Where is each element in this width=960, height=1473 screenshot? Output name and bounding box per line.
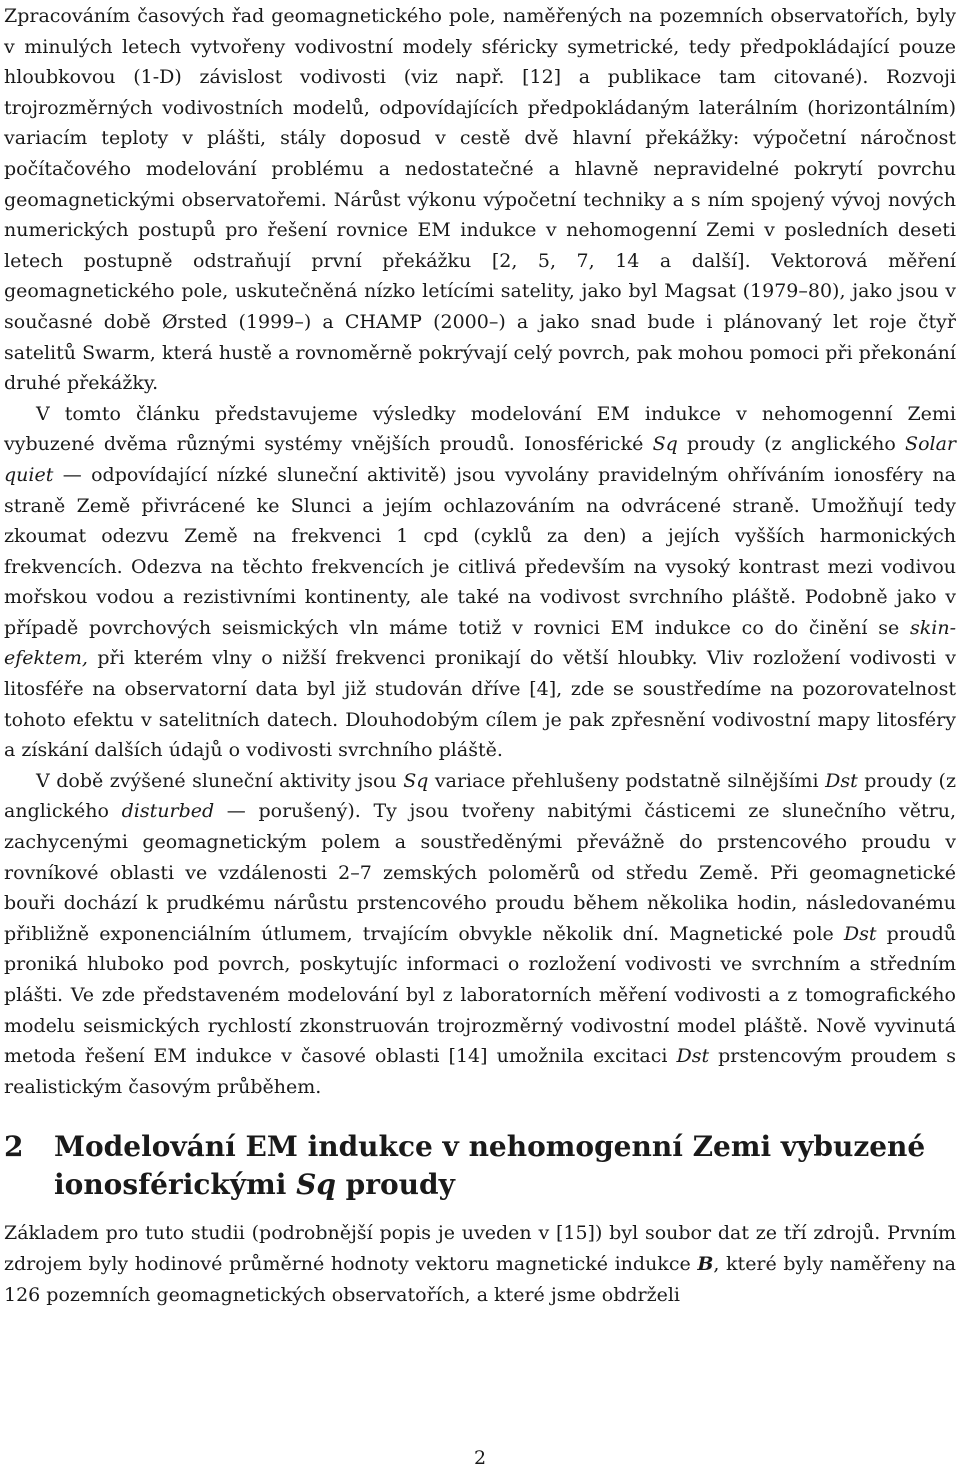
section-number: 2 <box>4 1130 24 1164</box>
sq-text-4: při kterém vlny o nižší frekvenci pronikají do větší hloubky. Vliv rozložení vodivosti v litosféře na observatorní data byl již studován dříve [4], zde se soustředíme na pozorovatelnost tohoto efektu v satelitních datech. Dlouhodobým cílem je pak zpřesnění vodivostní mapy litosféry a získání dalších údajů o vodivosti svrchního pláště. <box>4 647 956 762</box>
dst-term: Dst <box>825 769 858 792</box>
solar-quiet-term: Solar quiet <box>4 433 956 486</box>
disturbed-term: disturbed <box>121 800 215 823</box>
dst-text-2: variace přehlušeny podstatně silnějšími <box>428 769 826 792</box>
sq-term: Sq <box>652 433 678 456</box>
intro-text: Zpracováním časových řad geomagnetického pole, naměřených na pozemních observatořích, byly v minulých letech vytvořeny vodivostní modely sféricky symetrické, tedy předpokládající pouze hloubkovou (1-D) závislost vodivosti (viz např. [12] a publikace tam citované). Rozvoji trojrozměrných vodivostních modelů, odpovídajících předpokládaným laterálním (horizontálním) variacím teploty v plášti, stály doposud v cestě dvě hlavní překážky: výpočetní náročnost počítačového modelování problému a nedostatečné a hlavně nepravidelné pokrytí povrchu geomagnetickými observatořemi. Nárůst výkonu výpočetní techniky a s ním spojený vývoj nových numerických postupů pro řešení rovnice EM indukce v nehomogenní Zemi v posledních deseti letech postupně odstraňují první překážku [2, 5, 7, 14 a další]. Vektorová měření geomagnetického pole, uskutečněná nízko letícími satelity, jako byl Magsat (1979–80), jako jsou v současné době Ørsted (1999–) a CHAMP (2000–) a jako snad bude i plánovaný let roje čtyř satelitů Swarm, která hustě a rovnoměrně pokrývají celý povrch, pak mohou pomoci při překonání druhé překážky. <box>4 5 956 395</box>
dst-text-4: — porušený). Ty jsou tvořeny nabitými částicemi ze slunečního větru, zachycenými geomagnetickým polem a soustředěnými převážně do prstencového proudu v rovníkové oblasti ve vzdálenosti 2–7 zemských poloměrů od středu Země. Při geomagnetické bouři dochází k prudkému nárůstu prstencového proudu během několika hodin, následovanému přibližně exponenciálním útlumem, trvajícím obvykle několik dní. Magnetické pole <box>4 800 956 945</box>
section-text-1: Základem pro tuto studii (podrobnější popis je uveden v [15]) byl soubor dat ze tří zdrojů. Prvním zdrojem byly hodinové průměrné hodnoty vektoru magnetické indukce <box>4 1222 956 1275</box>
dst-term: Dst <box>676 1045 710 1068</box>
section-title-sq: Sq <box>296 1168 336 1202</box>
dst-text-5: proudů proniká hluboko pod povrch, poskytujíc informaci o rozložení vodivosti ve svrchním a středním plášti. Ve zde představeném modelování byl z laboratorních měření vodivosti a z tomografického modelu seismických rychlostí zkonstruován trojrozměrný vodivostní model pláště. Nově vyvinutá metoda řešení EM indukce v časové oblasti [14] umožnila excitaci <box>4 922 956 1068</box>
vector-b-symbol: B <box>697 1252 714 1275</box>
section-title-text: Modelování EM indukce v nehomogenní Zemi vybuzené ionosférickými <box>54 1130 926 1202</box>
sq-text-1: V tomto článku představujeme výsledky modelování EM indukce v nehomogenní Zemi vybuzené dvěma různými systémy vnějších proudů. Ionosférické <box>4 402 956 456</box>
dst-text-1: V době zvýšené sluneční aktivity jsou <box>36 769 404 792</box>
sq-text-3: — odpovídající nízké sluneční aktivitě) jsou vyvolány pravidelným ohříváním ionosféry na straně Země přivrácené ke Slunci a jejím ochlazováním na odvrácené straně. Umožňují tedy zkoumat odezvu Země na frekvenci 1 cpd (cyklů za den) a jejích vyšších harmonických frekvencích. Odezva na těchto frekvencích je citlivá především na vysoký kontrast mezi vodivou mořskou vodou a rezistivními kontinenty, ale také na vodivost svrchního pláště. Podobně jako v případě povrchových seismických vln máme totiž v rovnici EM indukce co do činění se <box>4 463 956 639</box>
section-paragraph <box>4 1218 956 1310</box>
sq-paragraph <box>4 399 956 766</box>
section-text-2: , které byly naměřeny na 126 pozemních geomagnetických observatořích, a které jsme obdrželi <box>4 1252 956 1306</box>
section-heading <box>4 1128 956 1204</box>
sq-text-2: proudy (z anglického <box>677 433 906 456</box>
section-title-end: proudy <box>335 1168 455 1202</box>
page-number: 2 <box>473 1447 487 1469</box>
dst-paragraph <box>4 766 956 1103</box>
sq-term: Sq <box>403 769 429 792</box>
skin-effect-term: skin-efektem, <box>4 616 956 670</box>
intro-paragraph <box>4 0 956 399</box>
dst-text-3: proudy (z anglického <box>4 769 956 823</box>
dst-term: Dst <box>843 922 877 945</box>
section-title <box>54 1128 956 1204</box>
document-page <box>4 0 956 1310</box>
dst-text-6: prstencovým proudem s realistickým časovým průběhem. <box>4 1045 956 1098</box>
